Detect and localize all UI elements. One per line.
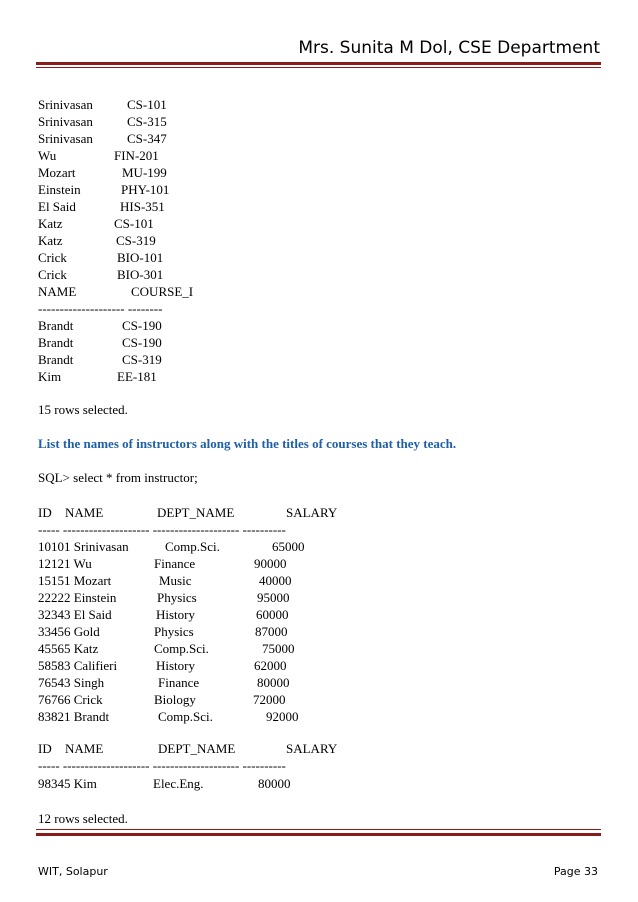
id-name-cell: 76543 Singh xyxy=(38,675,105,690)
rows-selected-text: 15 rows selected. xyxy=(38,402,128,417)
footer-rule-thick xyxy=(36,833,601,836)
footer-left: WIT, Solapur xyxy=(38,865,108,878)
course-cell: HIS-351 xyxy=(120,199,165,214)
id-name-cell: 45565 Katz xyxy=(38,641,99,656)
name-cell: Srinivasan xyxy=(38,97,93,112)
id-name-cell: 76766 Crick xyxy=(38,692,103,707)
rows-selected-text: 12 rows selected. xyxy=(38,811,128,826)
id-name-cell: 58583 Califieri xyxy=(38,658,118,673)
dashes-text: ----- -------------------- -------------------- ---------- xyxy=(38,758,286,773)
salary-cell: 40000 xyxy=(259,573,292,588)
column-header-name: NAME xyxy=(65,741,104,756)
id-name-cell: 12121 Wu xyxy=(38,556,92,571)
dept-cell: Physics xyxy=(154,624,194,639)
dept-cell: Finance xyxy=(154,556,196,571)
column-header-course: COURSE_I xyxy=(131,284,194,299)
column-header-salary: SALARY xyxy=(286,505,338,520)
dept-cell: Comp.Sci. xyxy=(158,709,213,724)
name-cell: Srinivasan xyxy=(38,131,93,146)
salary-cell: 80000 xyxy=(257,675,290,690)
id-name-cell: 98345 Kim xyxy=(38,776,97,791)
salary-cell: 95000 xyxy=(257,590,290,605)
course-cell: EE-181 xyxy=(117,369,157,384)
column-header-name: NAME xyxy=(65,505,104,520)
course-cell: MU-199 xyxy=(122,165,167,180)
id-name-cell: 83821 Brandt xyxy=(38,709,110,724)
dept-cell: Elec.Eng. xyxy=(153,776,204,791)
id-name-cell: 22222 Einstein xyxy=(38,590,117,605)
name-cell: Katz xyxy=(38,216,63,231)
name-cell: Einstein xyxy=(38,182,81,197)
salary-cell: 90000 xyxy=(254,556,287,571)
course-cell: FIN-201 xyxy=(114,148,159,163)
column-header-name: NAME xyxy=(38,284,77,299)
id-name-cell: 10101 Srinivasan xyxy=(38,539,129,554)
dept-cell: Finance xyxy=(158,675,200,690)
name-cell: Brandt xyxy=(38,335,74,350)
course-cell: BIO-101 xyxy=(117,250,164,265)
salary-cell: 65000 xyxy=(272,539,305,554)
header-rule-thick xyxy=(36,62,601,65)
name-cell: Wu xyxy=(38,148,57,163)
salary-cell: 87000 xyxy=(255,624,288,639)
column-header-id: ID xyxy=(38,505,52,520)
salary-cell: 92000 xyxy=(266,709,299,724)
dept-cell: Physics xyxy=(157,590,197,605)
sql-text: SQL> select * from instructor; xyxy=(38,470,198,485)
salary-cell: 75000 xyxy=(262,641,295,656)
course-cell: CS-315 xyxy=(127,114,167,129)
dept-cell: Comp.Sci. xyxy=(165,539,220,554)
name-cell: Brandt xyxy=(38,352,74,367)
dept-cell: History xyxy=(156,607,195,622)
column-header-dept: DEPT_NAME xyxy=(158,741,236,756)
name-cell: Srinivasan xyxy=(38,114,93,129)
course-cell: CS-101 xyxy=(114,216,154,231)
dashes-text: -------------------- -------- xyxy=(38,301,163,316)
name-cell: Crick xyxy=(38,250,67,265)
course-cell: CS-319 xyxy=(122,352,162,367)
name-cell: Kim xyxy=(38,369,62,384)
course-cell: CS-101 xyxy=(127,97,167,112)
dept-cell: History xyxy=(156,658,195,673)
column-header-id: ID xyxy=(38,741,52,756)
salary-cell: 62000 xyxy=(254,658,287,673)
id-name-cell: 15151 Mozart xyxy=(38,573,112,588)
page-header-title: Mrs. Sunita M Dol, CSE Department xyxy=(298,38,600,58)
name-cell: Crick xyxy=(38,267,67,282)
footer-rule-thin xyxy=(36,829,601,830)
dept-cell: Comp.Sci. xyxy=(154,641,209,656)
course-cell: CS-190 xyxy=(122,335,162,350)
footer-page-number: Page 33 xyxy=(553,865,598,878)
course-cell: CS-347 xyxy=(127,131,167,146)
course-cell: CS-190 xyxy=(122,318,162,333)
salary-cell: 80000 xyxy=(258,776,291,791)
id-name-cell: 32343 El Said xyxy=(38,607,112,622)
dept-cell: Music xyxy=(159,573,192,588)
header-rule-thin xyxy=(36,67,601,68)
question-text: List the names of instructors along with the titles of courses that they teach. xyxy=(38,436,457,451)
name-cell: El Said xyxy=(38,199,76,214)
name-cell: Brandt xyxy=(38,318,74,333)
course-cell: CS-319 xyxy=(116,233,156,248)
dashes-text: ----- -------------------- -------------------- ---------- xyxy=(38,522,286,537)
course-cell: PHY-101 xyxy=(121,182,170,197)
course-cell: BIO-301 xyxy=(117,267,164,282)
name-cell: Mozart xyxy=(38,165,76,180)
column-header-salary: SALARY xyxy=(286,741,338,756)
column-header-dept: DEPT_NAME xyxy=(157,505,235,520)
salary-cell: 60000 xyxy=(256,607,289,622)
name-cell: Katz xyxy=(38,233,63,248)
id-name-cell: 33456 Gold xyxy=(38,624,100,639)
salary-cell: 72000 xyxy=(253,692,286,707)
dept-cell: Biology xyxy=(154,692,196,707)
